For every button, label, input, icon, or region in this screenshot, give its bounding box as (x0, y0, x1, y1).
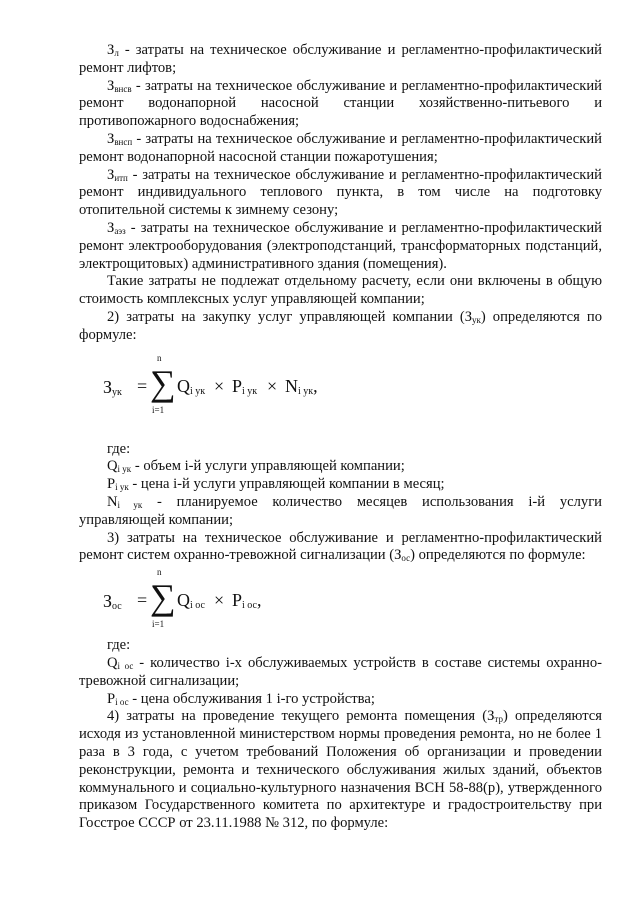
formula-lhs: $З_{ук}$ (103, 376, 122, 398)
sum-sign: ∑ (150, 577, 176, 618)
definition-paragraph: $N_{i ук}$ - планируемое количество месяцев использования i-й услуги управляющей компании; (79, 493, 602, 528)
body-paragraph: 2) затраты на закупку услуг управляющей компании $(З_{ук})$ определяются по формуле: (79, 308, 602, 343)
formula-equals: = (137, 590, 148, 611)
body-paragraph: Такие затраты не подлежат отдельному расчету, если они включены в общую стоимость комплексных услуг управляющей компании; (79, 273, 602, 308)
formula-times: × (267, 375, 278, 396)
definition-paragraph: $P_{i ук}$ - цена i-й услуги управляющей компании в месяц; (107, 476, 445, 493)
formula-term: $P_{i ук}$ (232, 375, 258, 397)
definition-paragraph: $З_{итп}$ - затраты на техническое обслуживание и регламентно-профилактический ремонт индивидуального теплового пункта, в том числе на подготовку отопительной системы к зимнему сезону; (79, 166, 602, 219)
sum-upper-limit: n (157, 567, 162, 578)
definition-paragraph: $Q_{i ос}$ - количество i-х обслуживаемых устройств в составе системы охранно-тревожной сигнализации; (79, 654, 602, 689)
sum-lower-limit: i=1 (152, 619, 165, 630)
formula-term: $P_{i ос}$, (232, 590, 262, 612)
body-paragraph: 4) затраты на проведение текущего ремонта помещения $(З_{тр})$ определяются исходя из установленной министерством нормы проведения ремонта, но не более 1 раза в 3 года, с учетом требований Положения об организации и проведении реконструкции, ремонта и технического обслуживания жилых зданий, объектов коммунального и социально-культурного назначения ВСН 58-88(р), утвержденного приказом Государственного комитета по архитектуре и градостроительству при Госстрое СССР от 23.11.1988 № 312, по формуле: (79, 708, 602, 832)
definition-paragraph: $Q_{i ук}$ - объем i-й услуги управляющей компании; (107, 458, 405, 475)
formula-times: × (214, 375, 225, 396)
definition-paragraph: $З_{внсп}$ - затраты на техническое обслуживание и регламентно-профилактический ремонт водонапорной насосной станции пожаротушения; (79, 130, 602, 165)
body-paragraph: 3) затраты на техническое обслуживание и регламентно-профилактический ремонт систем охранно-тревожной сигнализации $(З_{ос})$ определяются по формуле: (79, 529, 602, 564)
definition-paragraph: $З_{аэз}$ - затраты на техническое обслуживание и регламентно-профилактический ремонт электрооборудования (электроподстанций, трансформаторных подстанций, электрощитовых) административного здания (помещения). (79, 219, 602, 272)
definition-paragraph: $P_{i ос}$ - цена обслуживания 1 i-го устройства; (107, 690, 375, 707)
formula-term: $Q_{i ос}$ (177, 590, 205, 612)
where-label: где: (107, 440, 131, 457)
sum-sign: ∑ (150, 362, 176, 403)
sum-lower-limit: i=1 (152, 404, 165, 415)
definition-paragraph: $З_л$ - затраты на техническое обслуживание и регламентно-профилактический ремонт лифтов; (79, 42, 602, 76)
formula-term: $Q_{i ук}$ (177, 375, 206, 397)
formula-times: × (214, 590, 225, 611)
formula-os (79, 565, 602, 637)
formula-term: $N_{i ук}$, (285, 375, 318, 397)
definition-paragraph: $З_{внсв}$ - затраты на техническое обслуживание и регламентно-профилактический ремонт водонапорной насосной станции хозяйственно-питьевого и противопожарного водоснабжения; (79, 77, 602, 130)
sum-upper-limit: n (157, 352, 162, 363)
formula-uk (79, 345, 602, 441)
formula-lhs: $З_{ос}$ (103, 591, 122, 613)
where-label: где: (107, 637, 131, 654)
formula-equals: = (137, 375, 148, 396)
